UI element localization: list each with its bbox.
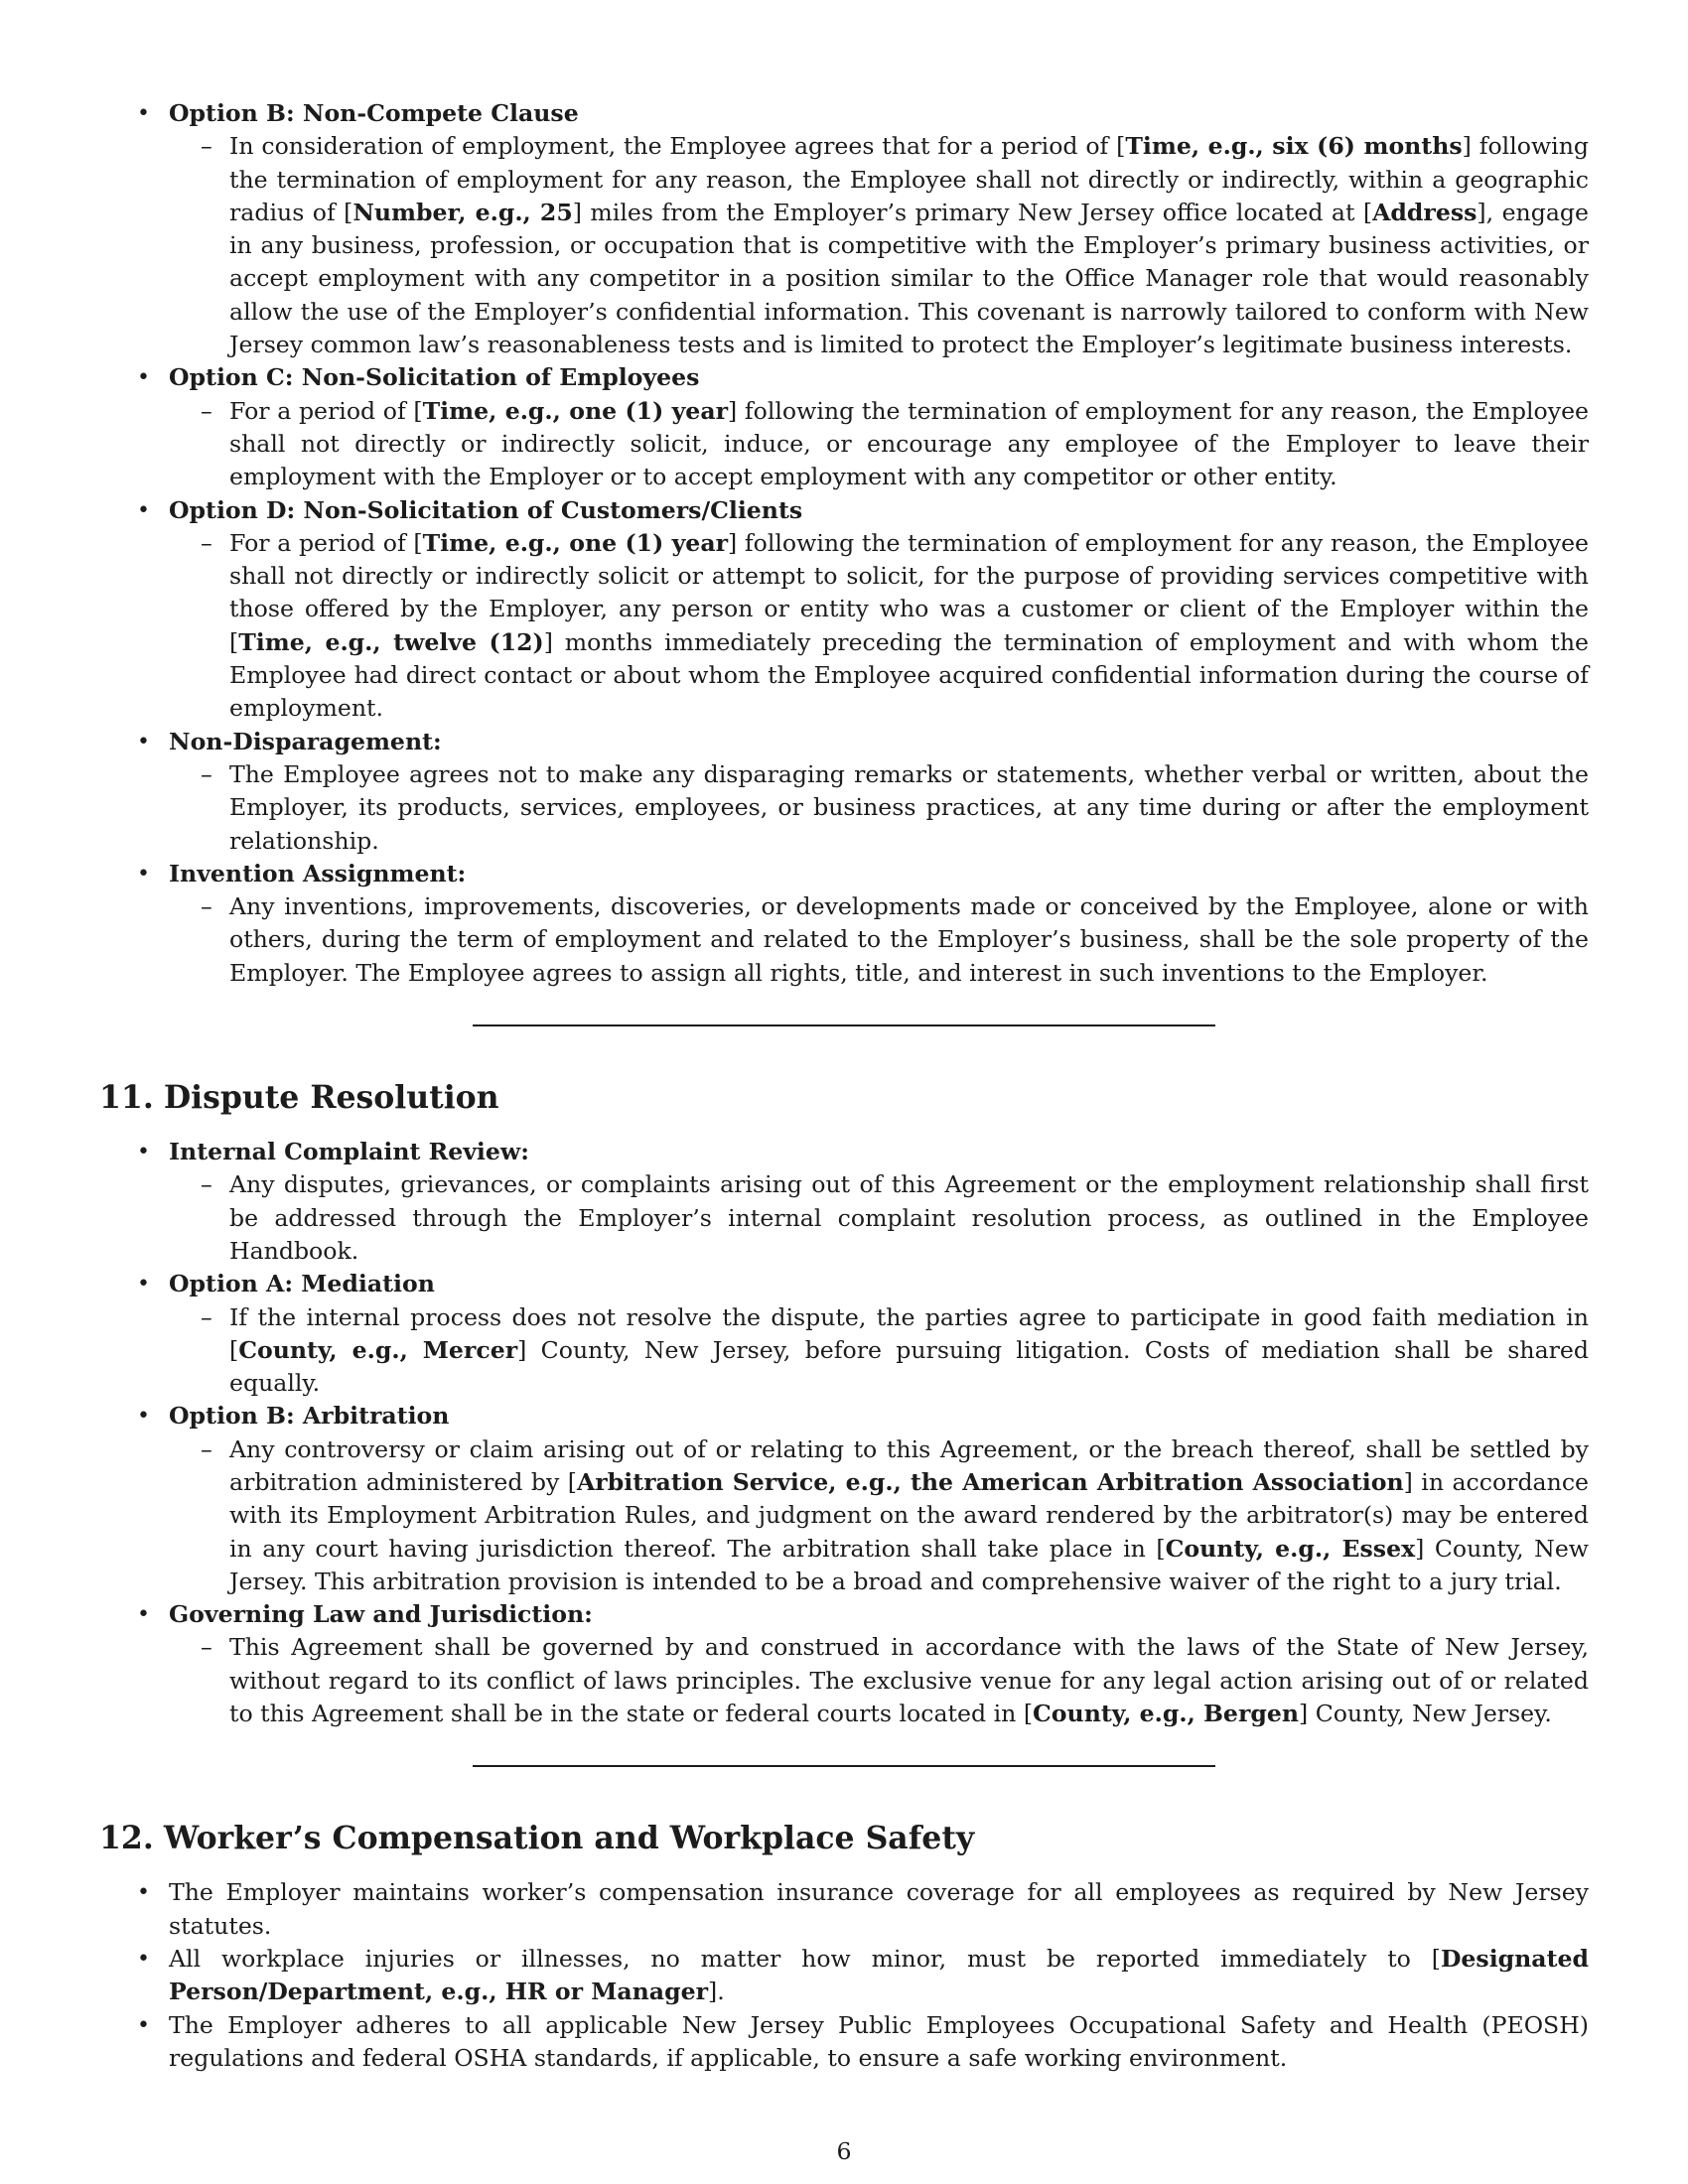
list-item xyxy=(99,726,1589,858)
item-title: • Invention Assignment: xyxy=(169,859,467,887)
list-item xyxy=(99,1598,1589,1730)
item-body: – For a period of [Time, e.g., one (1) year] following the termination of employment for any reason, the Employee shall not directly or indirectly solicit or attempt to solicit, for the purpose of providing services competitive with those offered by the Employer, any person or entity who was a customer or client of the Employer within the [Time, e.g., twelve (12)] months immediately preceding the termination of employment and with whom the Employee had direct contact or about whom the Employee acquired confidential information during the course of employment. xyxy=(169,527,1589,726)
list-item xyxy=(99,1136,1589,1268)
item-body: – This Agreement shall be governed by and construed in accordance with the laws of the State of New Jersey, without regard to its conflict of laws principles. The exclusive venue for any legal action arising out of or related to this Agreement shall be in the state or federal courts located in [County, e.g., Bergen] County, New Jersey. xyxy=(169,1631,1589,1730)
item-body: – In consideration of employment, the Employee agrees that for a period of [Time, e.g., six (6) months] following the termination of employment for any reason, the Employee shall not directly or indirectly, within a geographic radius of [Number, e.g., 25] miles from the Employer’s primary New Jersey office located at [Address], engage in any business, profession, or occupation that is competitive with the Employer’s primary business activities, or accept employment with any competitor in a position similar to the Office Manager role that would reasonably allow the use of the Employer’s confidential information. This covenant is narrowly tailored to conform with New Jersey common law’s reasonableness tests and is limited to protect the Employer’s legitimate business interests. xyxy=(169,130,1589,361)
item-title: • Governing Law and Jurisdiction: xyxy=(169,1600,593,1629)
item-title: • Option D: Non-Solicitation of Customers/Clients xyxy=(169,495,803,524)
list-item: • All workplace injuries or illnesses, no matter how minor, must be reported immediately to [Designated Person/Department, e.g., HR or Manager]. xyxy=(99,1943,1589,2009)
list-item xyxy=(99,1400,1589,1598)
page-number: 6 xyxy=(836,2137,852,2165)
list-item: • The Employer adheres to all applicable New Jersey Public Employees Occupational Safety and Health (PEOSH) regulations and federal OSHA standards, if applicable, to ensure a safe working environment. xyxy=(99,2009,1589,2076)
item-title: • Non-Disparagement: xyxy=(169,727,442,755)
item-title: • Option A: Mediation xyxy=(169,1270,435,1298)
item-body: – Any controversy or claim arising out of or relating to this Agreement, or the breach thereof, shall be settled by arbitration administered by [Arbitration Service, e.g., the American Arbitration Association] in accordance with its Employment Arbitration Rules, and judgment on the award rendered by the arbitrator(s) may be entered in any court having jurisdiction thereof. The arbitration shall take place in [County, e.g., Essex] County, New Jersey. This arbitration provision is intended to be a broad and comprehensive waiver of the right to a jury trial. xyxy=(169,1433,1589,1598)
section-divider xyxy=(473,1765,1215,1767)
item-body: – If the internal process does not resolve the dispute, the parties agree to participate in good faith mediation in [County, e.g., Mercer] County, New Jersey, before pursuing litigation. Costs of mediation shall be shared equally. xyxy=(169,1301,1589,1401)
section-11-heading: 11. Dispute Resolution xyxy=(99,1079,499,1117)
list-item xyxy=(99,858,1589,990)
section-11-list xyxy=(99,1136,1589,1730)
item-title: • Option B: Arbitration xyxy=(169,1402,450,1431)
list-item xyxy=(99,97,1589,361)
item-body: – Any inventions, improvements, discoveries, or developments made or conceived by the Employee, alone or with others, during the term of employment and related to the Employer’s business, shall be the sole property of the Employer. The Employee agrees to assign all rights, title, and interest in such inventions to the Employer. xyxy=(169,890,1589,990)
section-12-list xyxy=(99,1876,1589,2075)
document-page xyxy=(99,97,1589,2075)
list-item xyxy=(99,1268,1589,1400)
item-title: • Option C: Non-Solicitation of Employees xyxy=(169,363,700,392)
section-divider xyxy=(473,1024,1215,1026)
item-body: – Any disputes, grievances, or complaints arising out of this Agreement or the employment relationship shall first be addressed through the Employer’s internal complaint resolution process, as outlined in the Employee Handbook. xyxy=(169,1168,1589,1268)
item-title: • Option B: Non-Compete Clause xyxy=(169,99,579,127)
section-12-heading: 12. Worker’s Compensation and Workplace Safety xyxy=(99,1820,975,1857)
list-item xyxy=(99,361,1589,493)
list-item: • The Employer maintains worker’s compensation insurance coverage for all employees as required by New Jersey statutes. xyxy=(99,1876,1589,1943)
section-10-list xyxy=(99,97,1589,990)
list-item xyxy=(99,494,1589,726)
item-title: • Internal Complaint Review: xyxy=(169,1138,529,1166)
item-body: – For a period of [Time, e.g., one (1) year] following the termination of employment for any reason, the Employee shall not directly or indirectly solicit, induce, or encourage any employee of the Employer to leave their employment with the Employer or to accept employment with any competitor or other entity. xyxy=(169,395,1589,494)
item-body: – The Employee agrees not to make any disparaging remarks or statements, whether verbal or written, about the Employer, its products, services, employees, or business practices, at any time during or after the employment relationship. xyxy=(169,758,1589,858)
